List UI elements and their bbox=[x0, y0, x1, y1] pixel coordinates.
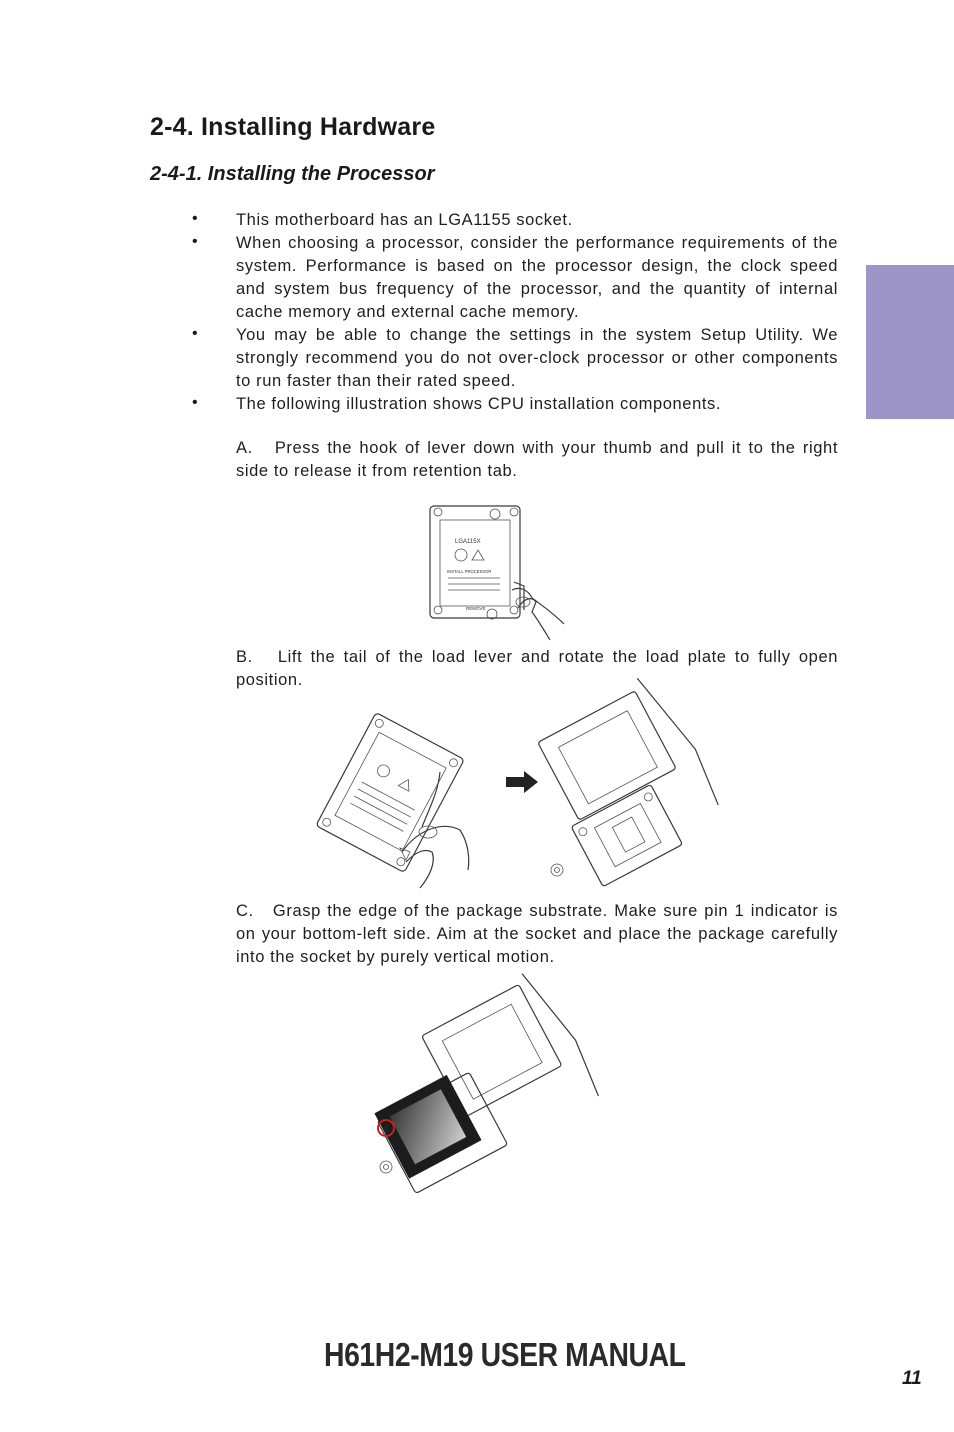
figure-step-c bbox=[372, 992, 580, 1182]
figure-step-b bbox=[320, 702, 745, 892]
bullet-marker: • bbox=[192, 233, 198, 250]
figure-step-a bbox=[428, 500, 570, 642]
bullet-item: You may be able to change the settings in the system Setup Utility. We strongly recommend you do not over-clock processor or other components to run faster than their rated speed. bbox=[236, 326, 838, 390]
install-text: INSTALL PROCESSOR bbox=[447, 569, 492, 574]
bullet-item: The following illustration shows CPU installation components. bbox=[236, 395, 722, 413]
socket-label: LGA115X bbox=[455, 539, 481, 545]
bullet-item: When choosing a processor, consider the performance requirements of the system. Performance is based on the processor design, the clock speed and system bus frequency of the processor, and the quantity of internal cache memory and external cache memory. bbox=[236, 234, 838, 321]
step-text: Lift the tail of the load lever and rotate the load plate to fully open position. bbox=[236, 648, 839, 689]
bullet-marker: • bbox=[192, 210, 198, 227]
section-title: 2-4. Installing Hardware bbox=[150, 113, 436, 141]
step-text: Press the hook of lever down with your thumb and pull it to the right side to release it from retention tab. bbox=[236, 439, 839, 480]
chapter-tab bbox=[866, 265, 954, 419]
step-text: Grasp the edge of the package substrate. Make sure pin 1 indicator is on your bottom-left side. Aim at the socket and place the package carefully into the socket by purely vertical motion. bbox=[236, 902, 838, 966]
step-letter: A. bbox=[236, 439, 253, 457]
bullet-marker: • bbox=[192, 325, 198, 342]
step-letter: B. bbox=[236, 648, 253, 666]
step-c bbox=[236, 900, 838, 969]
page-number: 11 bbox=[902, 1368, 922, 1389]
bullet-item: This motherboard has an LGA1155 socket. bbox=[236, 211, 573, 229]
bullet-marker: • bbox=[192, 394, 198, 411]
step-a bbox=[236, 437, 838, 483]
remove-text: REMOVE bbox=[466, 606, 486, 611]
step-letter: C. bbox=[236, 902, 254, 920]
arrow-right-icon bbox=[506, 771, 538, 793]
subsection-title: 2-4-1. Installing the Processor bbox=[150, 163, 435, 185]
step-b bbox=[236, 646, 838, 692]
manual-title: H61H2-M19 USER MANUAL bbox=[324, 1336, 686, 1373]
